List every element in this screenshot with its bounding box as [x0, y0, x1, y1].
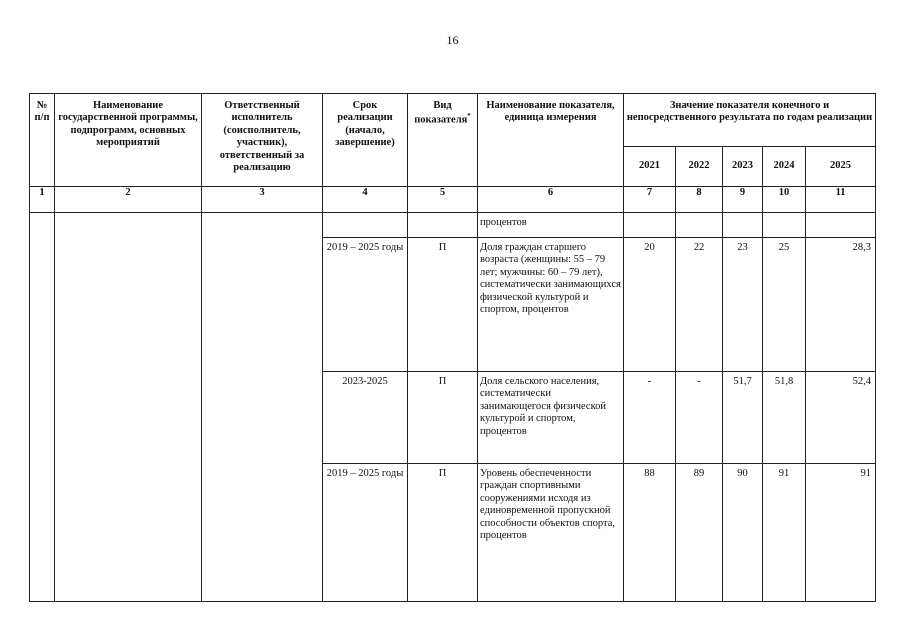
header-program-name: Наименование государственной программы, подпрограмм, основных мероприятий [55, 94, 202, 187]
cell-value-2022: - [676, 372, 723, 464]
cell-value-2025: 28,3 [806, 238, 876, 372]
cell-value-2024: 25 [763, 238, 806, 372]
cell-responsible [202, 213, 323, 602]
column-number: 3 [202, 187, 323, 213]
cell-term [323, 213, 408, 238]
cell-value-2025 [806, 213, 876, 238]
cell-value-2023: 51,7 [723, 372, 763, 464]
header-year-2021: 2021 [624, 147, 676, 187]
header-year-2025: 2025 [806, 147, 876, 187]
cell-program-name [55, 213, 202, 602]
header-indicator-type-label: Вид показателя [414, 100, 468, 126]
footnote-mark: * [467, 112, 471, 121]
cell-indicator: Доля сельского населения, систематически занимающегося физической культурой и спортом, процентов [478, 372, 624, 464]
cell-value-2025: 52,4 [806, 372, 876, 464]
cell-type [408, 213, 478, 238]
cell-term: 2023-2025 [323, 372, 408, 464]
cell-value-2021: 20 [624, 238, 676, 372]
column-number: 9 [723, 187, 763, 213]
cell-type: П [408, 372, 478, 464]
cell-value-2025: 91 [806, 464, 876, 602]
cell-number [30, 213, 55, 602]
cell-value-2022: 89 [676, 464, 723, 602]
column-number: 6 [478, 187, 624, 213]
column-number: 7 [624, 187, 676, 213]
header-year-2023: 2023 [723, 147, 763, 187]
header-year-2022: 2022 [676, 147, 723, 187]
cell-value-2023: 90 [723, 464, 763, 602]
header-term: Срок реализации (начало, завершение) [323, 94, 408, 187]
header-indicator-name: Наименование показателя, единица измерения [478, 94, 624, 187]
cell-value-2021: - [624, 372, 676, 464]
cell-value-2021: 88 [624, 464, 676, 602]
table-row [30, 213, 876, 238]
header-indicator-type [408, 94, 478, 187]
cell-value-2024 [763, 213, 806, 238]
cell-value-2022: 22 [676, 238, 723, 372]
cell-value-2023: 23 [723, 238, 763, 372]
column-number: 5 [408, 187, 478, 213]
header-responsible: Ответственный исполнитель (соисполнитель, участник), ответственный за реализацию [202, 94, 323, 187]
cell-value-2024: 51,8 [763, 372, 806, 464]
column-number: 8 [676, 187, 723, 213]
header-number: № п/п [30, 94, 55, 187]
cell-value-2024: 91 [763, 464, 806, 602]
cell-indicator: процентов [478, 213, 624, 238]
cell-type: П [408, 238, 478, 372]
column-numbers-row [30, 187, 876, 213]
cell-value-2023 [723, 213, 763, 238]
cell-term: 2019 – 2025 годы [323, 464, 408, 602]
column-number: 10 [763, 187, 806, 213]
cell-indicator: Доля граждан старшего возраста (женщины: 55 – 79 лет; мужчины: 60 – 79 лет), систематически занимающихся физической культурой и спортом, процентов [478, 238, 624, 372]
indicators-table [29, 93, 876, 602]
cell-term: 2019 – 2025 годы [323, 238, 408, 372]
column-number: 4 [323, 187, 408, 213]
page-number: 16 [446, 33, 459, 47]
cell-type: П [408, 464, 478, 602]
header-year-2024: 2024 [763, 147, 806, 187]
cell-indicator: Уровень обеспеченности граждан спортивными сооружениями исходя из единовременной пропускной способности объектов спорта, процентов [478, 464, 624, 602]
cell-value-2021 [624, 213, 676, 238]
column-number: 11 [806, 187, 876, 213]
header-values-group: Значение показателя конечного и непосредственного результата по годам реализации [624, 94, 876, 147]
column-number: 1 [30, 187, 55, 213]
cell-value-2022 [676, 213, 723, 238]
column-number: 2 [55, 187, 202, 213]
